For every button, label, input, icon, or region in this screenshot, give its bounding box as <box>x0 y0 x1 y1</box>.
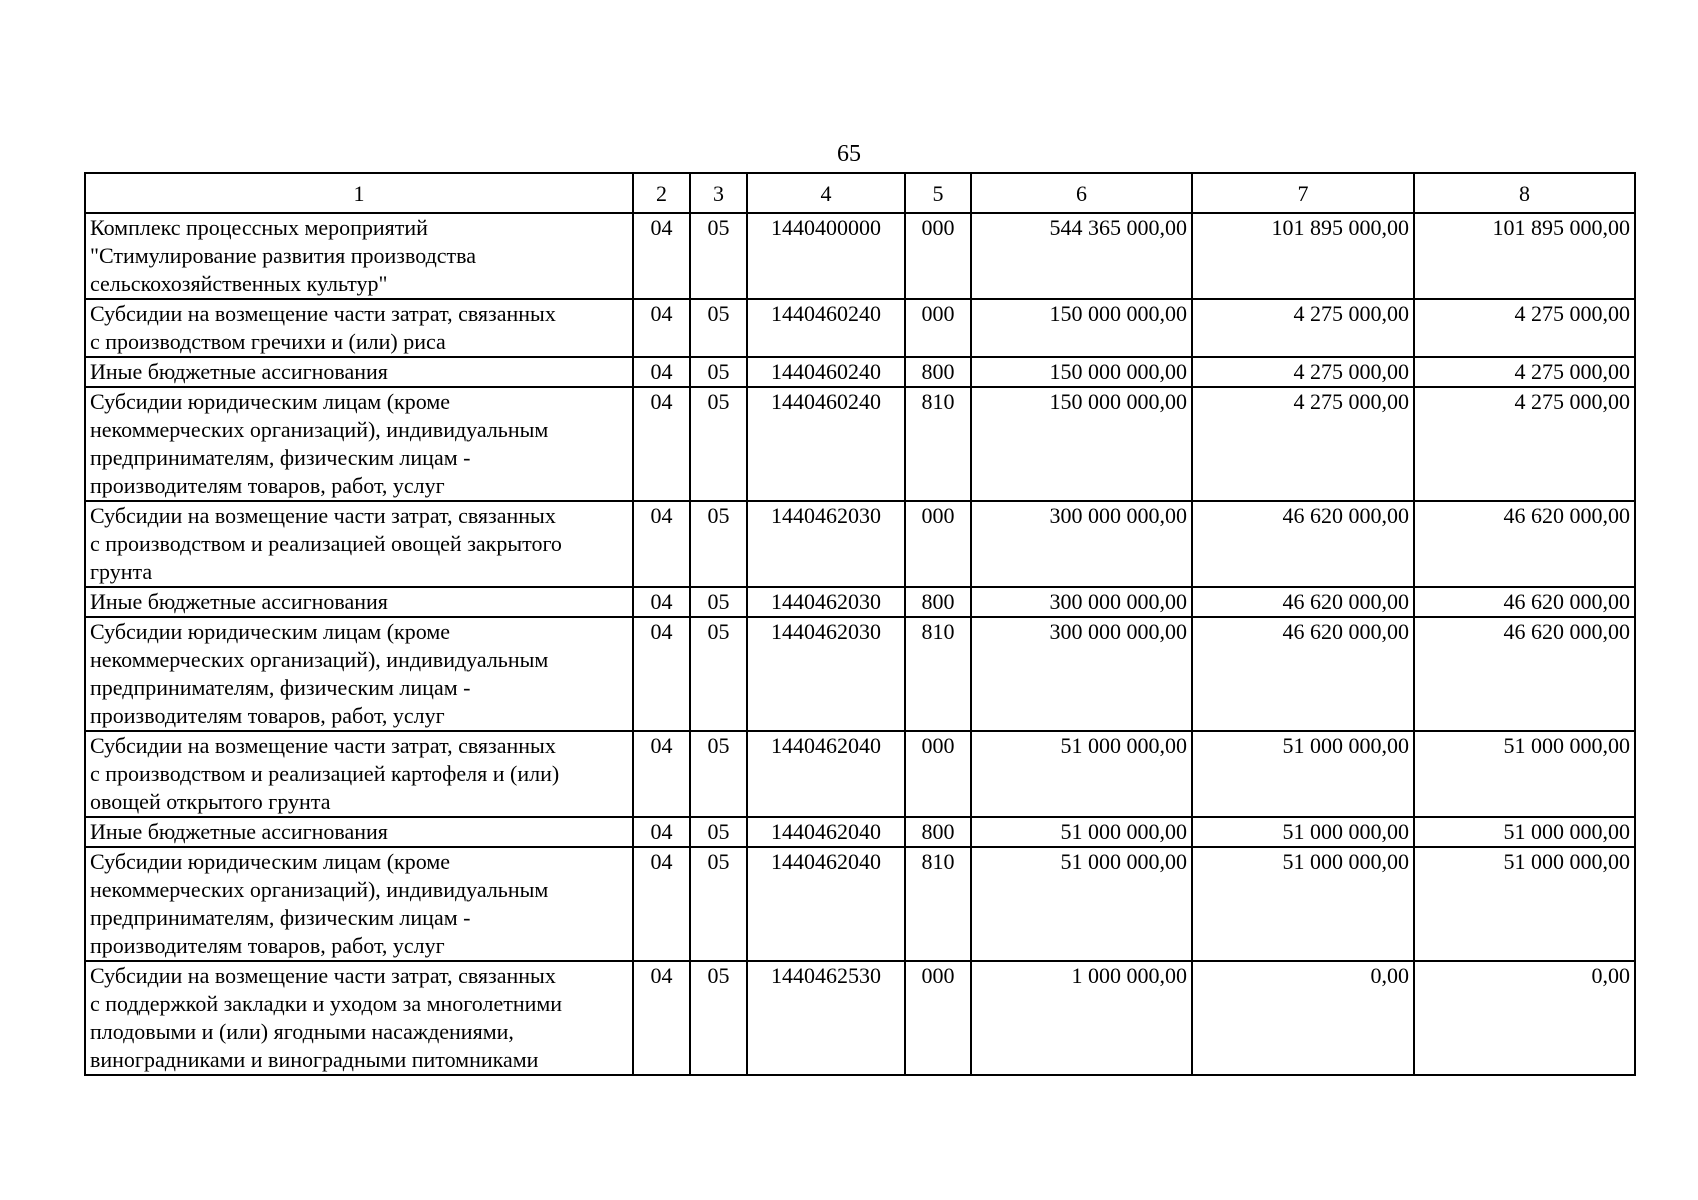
section-code-cell: 04 <box>633 617 690 731</box>
target-article-cell: 1440462040 <box>747 847 905 961</box>
table-row <box>85 617 1635 731</box>
amount-col7-cell: 4 275 000,00 <box>1192 299 1414 357</box>
amount-col7-cell: 0,00 <box>1192 961 1414 1075</box>
amount-col7-cell: 4 275 000,00 <box>1192 387 1414 501</box>
section-code-cell: 04 <box>633 587 690 617</box>
amount-col6-cell: 150 000 000,00 <box>971 387 1192 501</box>
amount-col6-cell: 300 000 000,00 <box>971 587 1192 617</box>
target-article-cell: 1440460240 <box>747 299 905 357</box>
target-article-cell: 1440462040 <box>747 817 905 847</box>
amount-col7-cell: 101 895 000,00 <box>1192 213 1414 299</box>
amount-col8-cell: 101 895 000,00 <box>1414 213 1635 299</box>
amount-col8-cell: 51 000 000,00 <box>1414 731 1635 817</box>
section-code-cell: 04 <box>633 731 690 817</box>
amount-col7-cell: 51 000 000,00 <box>1192 731 1414 817</box>
target-article-cell: 1440462030 <box>747 617 905 731</box>
section-code-cell: 04 <box>633 961 690 1075</box>
table-row <box>85 299 1635 357</box>
amount-col8-cell: 0,00 <box>1414 961 1635 1075</box>
subsection-code-cell: 05 <box>690 847 747 961</box>
amount-col8-cell: 46 620 000,00 <box>1414 501 1635 587</box>
expense-type-cell: 000 <box>905 299 971 357</box>
row-name-cell: Субсидии на возмещение части затрат, связанных с производством и реализацией овощей закрытого грунта <box>85 501 633 587</box>
row-name-cell: Иные бюджетные ассигнования <box>85 817 633 847</box>
column-header-7: 7 <box>1192 173 1414 213</box>
subsection-code-cell: 05 <box>690 731 747 817</box>
target-article-cell: 1440462030 <box>747 501 905 587</box>
budget-table <box>84 172 1636 1076</box>
subsection-code-cell: 05 <box>690 817 747 847</box>
amount-col6-cell: 51 000 000,00 <box>971 731 1192 817</box>
amount-col8-cell: 51 000 000,00 <box>1414 847 1635 961</box>
expense-type-cell: 000 <box>905 731 971 817</box>
row-name-cell: Субсидии юридическим лицам (кроме некоммерческих организаций), индивидуальным предпринимателям, физическим лицам - производителям товаров, работ, услуг <box>85 617 633 731</box>
header-row <box>85 173 1635 213</box>
column-header-8: 8 <box>1414 173 1635 213</box>
expense-type-cell: 800 <box>905 357 971 387</box>
table-row <box>85 817 1635 847</box>
amount-col6-cell: 300 000 000,00 <box>971 617 1192 731</box>
amount-col6-cell: 544 365 000,00 <box>971 213 1192 299</box>
amount-col6-cell: 150 000 000,00 <box>971 357 1192 387</box>
amount-col8-cell: 46 620 000,00 <box>1414 587 1635 617</box>
column-header-3: 3 <box>690 173 747 213</box>
table-row <box>85 961 1635 1075</box>
column-header-2: 2 <box>633 173 690 213</box>
section-code-cell: 04 <box>633 299 690 357</box>
subsection-code-cell: 05 <box>690 387 747 501</box>
amount-col8-cell: 4 275 000,00 <box>1414 387 1635 501</box>
target-article-cell: 1440400000 <box>747 213 905 299</box>
expense-type-cell: 810 <box>905 387 971 501</box>
row-name-cell: Иные бюджетные ассигнования <box>85 587 633 617</box>
amount-col7-cell: 46 620 000,00 <box>1192 501 1414 587</box>
expense-type-cell: 000 <box>905 961 971 1075</box>
amount-col6-cell: 300 000 000,00 <box>971 501 1192 587</box>
amount-col7-cell: 46 620 000,00 <box>1192 617 1414 731</box>
section-code-cell: 04 <box>633 387 690 501</box>
table-row <box>85 501 1635 587</box>
table-row <box>85 387 1635 501</box>
amount-col7-cell: 51 000 000,00 <box>1192 817 1414 847</box>
column-header-5: 5 <box>905 173 971 213</box>
table-row <box>85 357 1635 387</box>
subsection-code-cell: 05 <box>690 587 747 617</box>
row-name-cell: Субсидии юридическим лицам (кроме некоммерческих организаций), индивидуальным предпринимателям, физическим лицам - производителям товаров, работ, услуг <box>85 847 633 961</box>
column-header-4: 4 <box>747 173 905 213</box>
table-row <box>85 847 1635 961</box>
column-header-1: 1 <box>85 173 633 213</box>
row-name-cell: Комплекс процессных мероприятий "Стимулирование развития производства сельскохозяйственных культур" <box>85 213 633 299</box>
expense-type-cell: 810 <box>905 617 971 731</box>
amount-col8-cell: 46 620 000,00 <box>1414 617 1635 731</box>
amount-col8-cell: 4 275 000,00 <box>1414 357 1635 387</box>
amount-col8-cell: 4 275 000,00 <box>1414 299 1635 357</box>
amount-col6-cell: 150 000 000,00 <box>971 299 1192 357</box>
subsection-code-cell: 05 <box>690 213 747 299</box>
target-article-cell: 1440462030 <box>747 587 905 617</box>
amount-col7-cell: 4 275 000,00 <box>1192 357 1414 387</box>
row-name-cell: Субсидии на возмещение части затрат, связанных с производством и реализацией картофеля и (или) овощей открытого грунта <box>85 731 633 817</box>
amount-col8-cell: 51 000 000,00 <box>1414 817 1635 847</box>
amount-col6-cell: 1 000 000,00 <box>971 961 1192 1075</box>
expense-type-cell: 810 <box>905 847 971 961</box>
target-article-cell: 1440460240 <box>747 357 905 387</box>
table-row <box>85 731 1635 817</box>
subsection-code-cell: 05 <box>690 961 747 1075</box>
section-code-cell: 04 <box>633 847 690 961</box>
section-code-cell: 04 <box>633 501 690 587</box>
subsection-code-cell: 05 <box>690 617 747 731</box>
row-name-cell: Субсидии на возмещение части затрат, связанных с производством гречихи и (или) риса <box>85 299 633 357</box>
table-row <box>85 587 1635 617</box>
row-name-cell: Субсидии на возмещение части затрат, связанных с поддержкой закладки и уходом за многолетними плодовыми и (или) ягодными насаждениями, виноградниками и виноградными питомниками <box>85 961 633 1075</box>
table-row <box>85 213 1635 299</box>
section-code-cell: 04 <box>633 817 690 847</box>
section-code-cell: 04 <box>633 357 690 387</box>
section-code-cell: 04 <box>633 213 690 299</box>
row-name-cell: Субсидии юридическим лицам (кроме некоммерческих организаций), индивидуальным предпринимателям, физическим лицам - производителям товаров, работ, услуг <box>85 387 633 501</box>
target-article-cell: 1440462530 <box>747 961 905 1075</box>
row-name-cell: Иные бюджетные ассигнования <box>85 357 633 387</box>
expense-type-cell: 000 <box>905 501 971 587</box>
column-header-6: 6 <box>971 173 1192 213</box>
expense-type-cell: 000 <box>905 213 971 299</box>
amount-col7-cell: 46 620 000,00 <box>1192 587 1414 617</box>
expense-type-cell: 800 <box>905 817 971 847</box>
amount-col6-cell: 51 000 000,00 <box>971 847 1192 961</box>
amount-col6-cell: 51 000 000,00 <box>971 817 1192 847</box>
target-article-cell: 1440462040 <box>747 731 905 817</box>
target-article-cell: 1440460240 <box>747 387 905 501</box>
expense-type-cell: 800 <box>905 587 971 617</box>
subsection-code-cell: 05 <box>690 299 747 357</box>
subsection-code-cell: 05 <box>690 357 747 387</box>
page-number: 65 <box>837 141 861 167</box>
subsection-code-cell: 05 <box>690 501 747 587</box>
amount-col7-cell: 51 000 000,00 <box>1192 847 1414 961</box>
table-body <box>85 213 1635 1075</box>
